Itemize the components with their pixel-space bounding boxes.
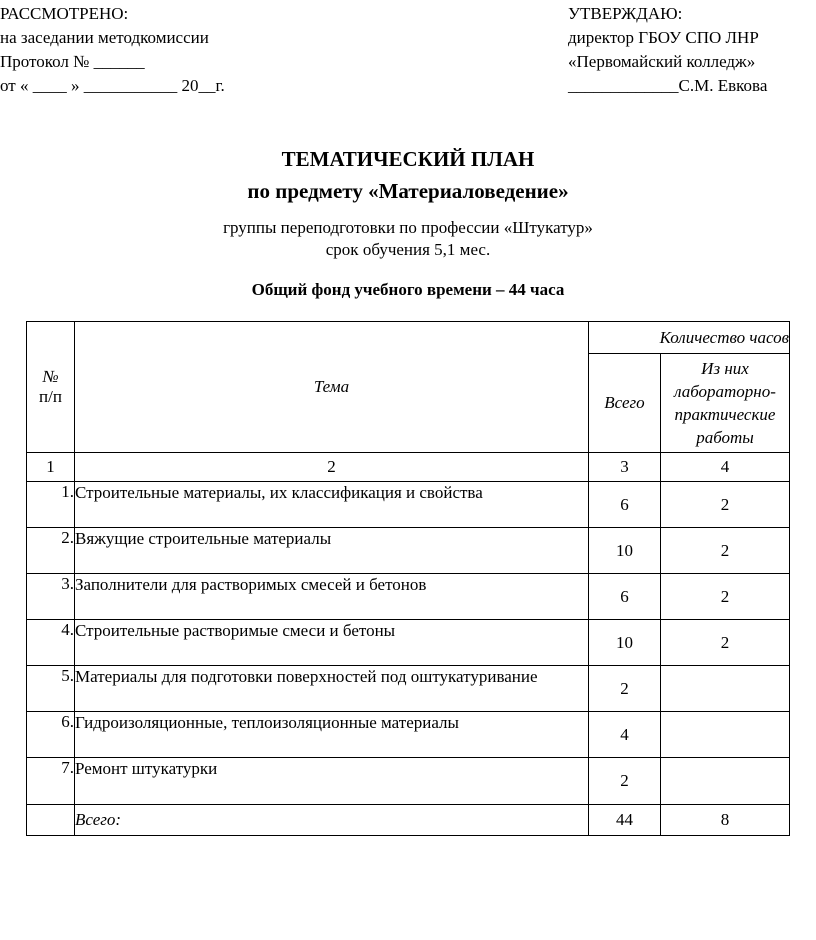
hours-column-header: Количество часов (589, 322, 790, 354)
row-lab-hours (661, 758, 790, 805)
protocol-line: Протокол № ______ (0, 52, 145, 71)
column-number: 3 (589, 453, 661, 482)
row-total-hours: 2 (589, 758, 661, 805)
header-approved (568, 2, 767, 98)
row-lab-hours: 2 (661, 482, 790, 528)
lab-hours-sum: 8 (661, 805, 790, 836)
total-time-line: Общий фонд учебного времени – 44 часа (251, 280, 565, 299)
column-number: 2 (75, 453, 589, 482)
total-row-number (27, 805, 75, 836)
group-line: группы переподготовки по профессии «Штукатур» (223, 218, 593, 237)
row-lab-hours: 2 (661, 528, 790, 574)
table-row (27, 528, 790, 574)
row-topic: Строительные растворимые смеси и бетоны (75, 620, 589, 666)
row-total-hours: 6 (589, 482, 661, 528)
row-topic: Строительные материалы, их классификация и свойства (75, 482, 589, 528)
column-number: 1 (27, 453, 75, 482)
date-line: от « ____ » ___________ 20__г. (0, 76, 225, 95)
term-line: срок обучения 5,1 мес. (325, 240, 491, 259)
thematic-plan-table (26, 321, 790, 836)
row-number: 2. (27, 528, 75, 574)
table-row (27, 574, 790, 620)
row-number: 3. (27, 574, 75, 620)
document-title: ТЕМАТИЧЕСКИЙ ПЛАН (281, 147, 535, 171)
number-column-header (27, 322, 75, 453)
row-topic: Гидроизоляционные, теплоизоляционные материалы (75, 712, 589, 758)
row-lab-hours: 2 (661, 620, 790, 666)
total-column-header: Всего (589, 354, 661, 453)
college-line: «Первомайский колледж» (568, 52, 756, 71)
table-row (27, 666, 790, 712)
row-lab-hours (661, 712, 790, 758)
row-topic: Ремонт штукатурки (75, 758, 589, 805)
row-number: 6. (27, 712, 75, 758)
row-total-hours: 10 (589, 528, 661, 574)
row-topic: Вяжущие строительные материалы (75, 528, 589, 574)
approved-label: УТВЕРЖДАЮ: (568, 4, 683, 23)
topic-column-header: Тема (75, 322, 589, 453)
row-number: 5. (27, 666, 75, 712)
considered-label: РАССМОТРЕНО: (0, 4, 129, 23)
row-total-hours: 4 (589, 712, 661, 758)
table-row (27, 482, 790, 528)
total-label: Всего: (75, 805, 589, 836)
subject-title: по предмету «Материаловедение» (247, 179, 569, 203)
total-hours-sum: 44 (589, 805, 661, 836)
signature-line: _____________С.М. Евкова (568, 76, 768, 95)
lab-column-header: Из них лабораторно-практические работы (661, 354, 790, 453)
column-number: 4 (661, 453, 790, 482)
column-numbers-row (27, 453, 790, 482)
table-row (27, 712, 790, 758)
row-number: 4. (27, 620, 75, 666)
row-lab-hours (661, 666, 790, 712)
row-topic: Заполнители для растворимых смесей и бетонов (75, 574, 589, 620)
number-sign: № (42, 367, 59, 386)
number-sub-label: п/п (39, 387, 62, 406)
row-topic: Материалы для подготовки поверхностей под оштукатуривание (75, 666, 589, 712)
commission-line: на заседании методкомиссии (0, 28, 209, 47)
row-number: 7. (27, 758, 75, 805)
director-line: директор ГБОУ СПО ЛНР (568, 28, 759, 47)
total-row (27, 805, 790, 836)
row-total-hours: 2 (589, 666, 661, 712)
row-lab-hours: 2 (661, 574, 790, 620)
table-row (27, 758, 790, 805)
row-total-hours: 6 (589, 574, 661, 620)
table-row (27, 620, 790, 666)
row-total-hours: 10 (589, 620, 661, 666)
row-number: 1. (27, 482, 75, 528)
header-considered (0, 2, 225, 98)
